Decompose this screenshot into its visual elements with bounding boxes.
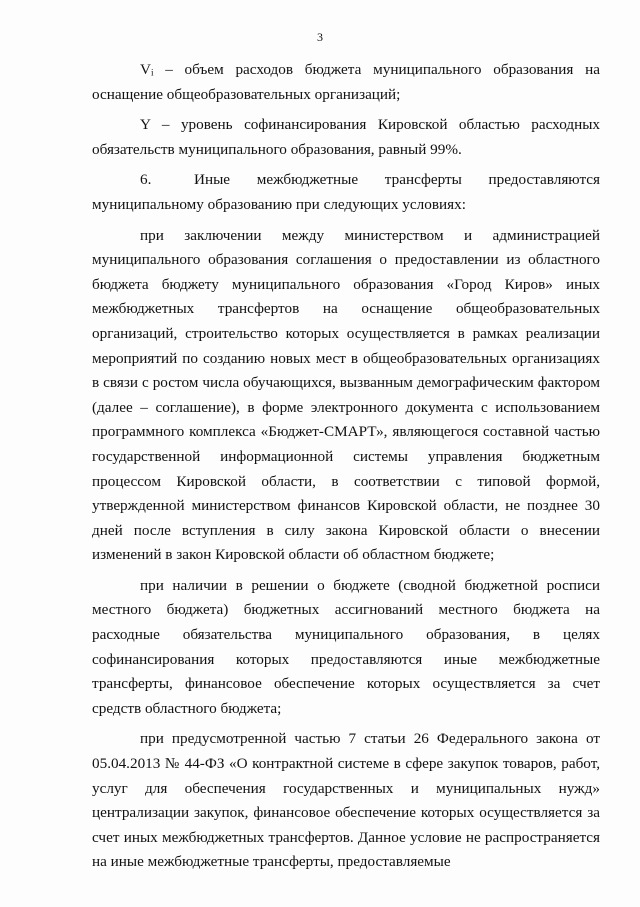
item-6-text: Иные межбюджетные трансферты предоставляются муниципальному образованию при следующих условиях: bbox=[92, 171, 600, 213]
paragraph-condition-agreement: при заключении между министерством и администрацией муниципального образования соглашения о предоставлении из областного бюджета бюджету муниципального образования «Город Киров» иных межбюджетных трансфертов на оснащение общеобразовательных организаций, строительство которых осуществляется в рамках реализации мероприятий по созданию новых мест в общеобразовательных организациях в связи с ростом числа обучающихся, вызванным демографическим фактором (далее – соглашение), в форме электронного документа с использованием программного комплекса «Бюджет-СМАРТ», являющегося составной частью государственной информационной системы управления бюджетным процессом Кировской области, в соответствии с типовой формой, утвержденной министерством финансов Кировской области, не позднее 30 дней после вступления в силу закона Кировской области о внесении изменений в закон Кировской области об областном бюджете; bbox=[92, 226, 600, 564]
item-number: 6. bbox=[140, 171, 152, 189]
paragraph-condition-budget: при наличии в решении о бюджете (сводной бюджетной росписи местного бюджета) бюджетных ассигнований местного бюджета на расходные обязательства муниципального образования, в целях софинансирования которых предоставляются иные межбюджетные трансферты, финансовое обеспечение которых осуществляется за счет средств областного бюджета; bbox=[92, 576, 600, 717]
paragraph-condition-procurement: при предусмотренной частью 7 статьи 26 Федерального закона от 05.04.2013 № 44-ФЗ «О контрактной системе в сфере закупок товаров, работ, услуг для обеспечения государственных и муниципальных нужд» централизации закупок, финансовое обеспечение которых осуществляется за счет иных межбюджетных трансфертов. Данное условие не распространяется на иные межбюджетные трансферты, предоставляемые bbox=[92, 730, 600, 871]
paragraph-vi-definition: Vᵢ – объем расходов бюджета муниципального образования на оснащение общеобразовательных организаций; bbox=[92, 61, 600, 103]
paragraph-item-6 bbox=[92, 168, 600, 217]
page-number: 3 bbox=[317, 30, 323, 44]
document-body bbox=[92, 58, 600, 875]
paragraph-y-definition: Y – уровень софинансирования Кировской областью расходных обязательств муниципального образования, равный 99%. bbox=[92, 116, 600, 158]
